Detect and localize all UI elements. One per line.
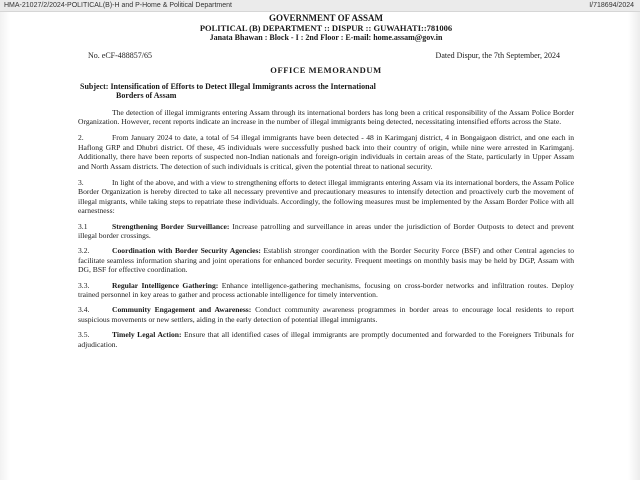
paragraph-2	[78, 133, 574, 171]
measure-text: Establish stronger coordination with the Border Security Force (BSF) and other Central agencies to facilitate seamless information sharing and joint operations for enhanced border security. Frequent meetings on monthly basis may be held by DGP, Assam with DG, BSF for effective coordination.	[78, 246, 574, 275]
address-line: Janata Bhawan : Block - I : 2nd Floor : E-mail: home.assam@gov.in	[209, 33, 443, 42]
file-reference: HMA-21027/2/2024-POLITICAL(B)-H and P-Home & Political Department	[4, 2, 232, 9]
memo-date: Dated Dispur, the 7th September, 2024	[435, 50, 560, 60]
paragraph-number: 2.	[78, 133, 84, 143]
subject-line-2: Borders of Assam	[116, 91, 177, 100]
measure-title: Regular Intelligence Gathering:	[112, 280, 219, 290]
measure-3-4	[78, 305, 574, 324]
measure-title: Timely Legal Action:	[112, 330, 182, 340]
measure-text: Enhance intelligence-gathering mechanisms, focusing on cross-border networks and infiltration routes. Deploy trained personnel in key areas to gather and process actionable intelligence for timely intervention.	[78, 280, 574, 299]
measure-3-5	[78, 330, 574, 349]
measure-number: 3.3.	[78, 280, 90, 290]
measure-number: 3.4.	[78, 305, 90, 315]
memo-title: OFFICE MEMORANDUM	[270, 64, 382, 75]
measure-text: Conduct community awareness programmes in border areas to encourage local residents to report suspicious movements or new settlers, aiding in the early detection of potential illegal immigrants.	[78, 305, 574, 324]
government-heading: GOVERNMENT OF ASSAM	[268, 14, 383, 23]
measure-title: Strengthening Border Surveillance:	[112, 221, 230, 231]
measure-3-2	[78, 246, 574, 274]
paragraph-3	[78, 178, 574, 216]
paragraph-text: The detection of illegal immigrants entering Assam through its international borders has long been a critical responsibility of the Assam Police Border Organization. However, recent reports indicate an increase in the number of illegal immigrants being detected, necessitating intensified efforts across the State.	[78, 107, 574, 126]
measure-number: 3.2.	[78, 246, 90, 256]
memo-number: No. eCF-488857/65	[88, 50, 152, 60]
measure-number: 3.1	[78, 221, 88, 231]
measure-text: Ensure that all identified cases of illegal immigrants are promptly documented and forwarded to the Foreigners Tribunals for adjudication.	[78, 330, 574, 349]
subject-line	[78, 82, 574, 101]
file-reference-bar	[0, 0, 640, 12]
paragraph-text: From January 2024 to date, a total of 54 illegal immigrants have been detected - 48 in Karimganj district, 4 in Bongaigaon district, and one each in Haflong GRP and Dhubri district. Of these, 45 individuals were successfully pushed back into their country of origin, while nine were arrested in Karimganj. Additionally, there have been reports of suspected non-Indian nationals and foreign-origin individuals in certain areas of the State, particularly in Upper Assam and North Assam districts. The detection of such individuals is critical, given the potential threat to national security.	[78, 133, 574, 171]
measure-text: Increase patrolling and surveillance in areas under the jurisdiction of Border Outposts to detect and prevent illegal border crossings.	[78, 221, 574, 240]
receipt-number: I/718694/2024	[589, 2, 634, 9]
measure-number: 3.5.	[78, 330, 90, 340]
reference-row	[78, 50, 574, 62]
measure-title: Community Engagement and Awareness:	[112, 305, 252, 315]
department-heading: POLITICAL (B) DEPARTMENT :: DISPUR :: GUWAHATI::781006	[199, 22, 453, 33]
measure-title: Coordination with Border Security Agencies:	[112, 246, 261, 256]
paragraph-1	[78, 108, 574, 127]
measure-3-1	[78, 222, 574, 241]
memorandum-sheet	[78, 14, 574, 480]
paragraph-text: In light of the above, and with a view to strengthening efforts to detect illegal immigrants entering Assam via its international borders, the Assam Police Border Organization is hereby directed to take all necessary preventive and precautionary measures to intensify detection and proactively curb the movement of illegal migrants, while taking steps to repatriate these individuals. Accordingly, the following measures must be implemented by the Assam Border Police with all earnestness:	[78, 177, 574, 216]
measure-3-3	[78, 281, 574, 300]
subject-line-1: Subject: Intensification of Efforts to Detect Illegal Immigrants across the International	[80, 81, 376, 91]
paragraph-number: 3.	[78, 177, 84, 187]
